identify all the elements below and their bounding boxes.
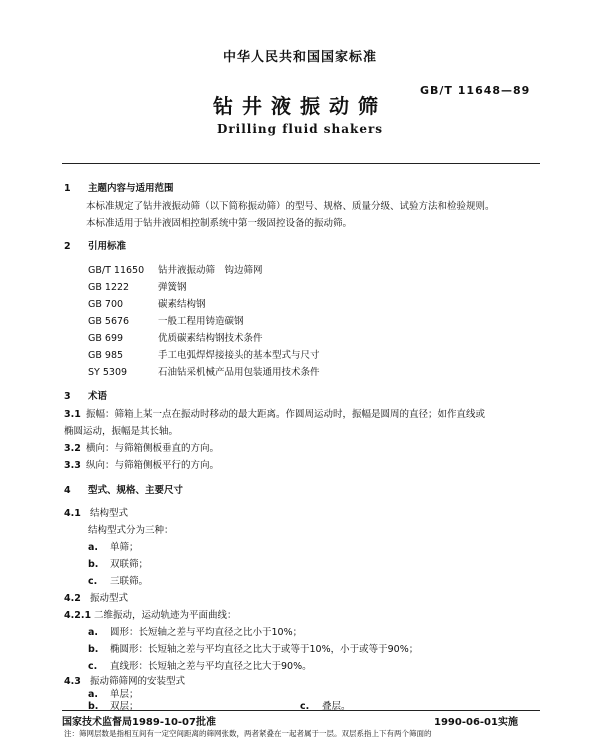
section-4-heading: 4 型式、规格、主要尺寸 bbox=[64, 485, 184, 496]
section-3-heading: 3 术语 bbox=[64, 391, 108, 402]
term-item-continuation: 椭圆运动，振幅是其长轴。 bbox=[64, 426, 179, 437]
reference-item: GB 985 手工电弧焊焊接接头的基本型式与尺寸 bbox=[88, 350, 320, 361]
subsection-4-1-intro: 结构型式分为三种： bbox=[88, 525, 174, 536]
term-item: 3.3 纵向：与筛箱侧板平行的方向。 bbox=[64, 460, 220, 471]
subsection-4-2-1: 4.2.1 二维振动，运动轨迹为平面曲线： bbox=[64, 610, 237, 621]
subsection-4-1-heading: 4.1 结构型式 bbox=[64, 508, 129, 519]
term-item: 3.2 横向：与筛箱侧板垂直的方向。 bbox=[64, 443, 220, 454]
list-item: c. 叠层。 bbox=[300, 701, 351, 712]
implementation-date: 1990-06-01实施 bbox=[434, 717, 518, 728]
list-item: b. 椭圆形：长短轴之差与平均直径之比大于或等于10%，小于或等于90%； bbox=[88, 644, 419, 655]
reference-item: GB 1222 弹簧钢 bbox=[88, 282, 187, 293]
list-item: c. 直线形：长短轴之差与平均直径之比大于90%。 bbox=[88, 661, 312, 672]
approval-date: 国家技术监督局1989-10-07批准 bbox=[62, 717, 216, 728]
reference-item: GB 700 碳素结构钢 bbox=[88, 299, 206, 310]
list-item: b. 双联筛； bbox=[88, 559, 149, 570]
list-item: c. 三联筛。 bbox=[88, 576, 149, 587]
list-item: a. 单筛； bbox=[88, 542, 139, 553]
standard-category: 中华人民共和国国家标准 bbox=[222, 50, 377, 65]
section-1-heading: 1 主题内容与适用范围 bbox=[64, 183, 174, 194]
document-title-cn: 钻井液振动筛 bbox=[213, 94, 387, 118]
reference-item: GB/T 11650 钻井液振动筛 钩边筛网 bbox=[88, 265, 263, 276]
document-title-en: Drilling fluid shakers bbox=[216, 122, 384, 136]
reference-item: GB 699 优质碳素结构钢技术条件 bbox=[88, 333, 263, 344]
note-text: 注：筛网层数是指相互间有一定空间距离的筛网张数，两者紧叠在一起者属于一层。双层系指上下有两个筛面的 bbox=[64, 729, 432, 738]
section-1-paragraph-1: 本标准规定了钻井液振动筛（以下简称振动筛）的型号、规格、质量分级、试验方法和检验规则。 bbox=[86, 201, 495, 212]
list-item: b. 双层； bbox=[88, 701, 139, 712]
term-item: 3.1 振幅：筛箱上某一点在振动时移动的最大距离。作圆周运动时，振幅是圆周的直径；如作直线或 bbox=[64, 409, 486, 420]
subsection-4-2-heading: 4.2 振动型式 bbox=[64, 593, 129, 604]
footer-divider bbox=[62, 710, 540, 711]
standard-number: GB/T 11648—89 bbox=[420, 84, 531, 97]
section-2-heading: 2 引用标准 bbox=[64, 241, 127, 252]
section-1-paragraph-2: 本标准适用于钻井液固相控制系统中第一级固控设备的振动筛。 bbox=[86, 218, 353, 229]
list-item: a. 圆形：长短轴之差与平均直径之比小于10%； bbox=[88, 627, 303, 638]
list-item: a. 单层； bbox=[88, 689, 139, 700]
header-divider bbox=[62, 163, 540, 164]
reference-item: GB 5676 一般工程用铸造碳钢 bbox=[88, 316, 244, 327]
reference-item: SY 5309 石油钻采机械产品用包装通用技术条件 bbox=[88, 367, 320, 378]
subsection-4-3-heading: 4.3 振动筛筛网的安装型式 bbox=[64, 676, 186, 687]
